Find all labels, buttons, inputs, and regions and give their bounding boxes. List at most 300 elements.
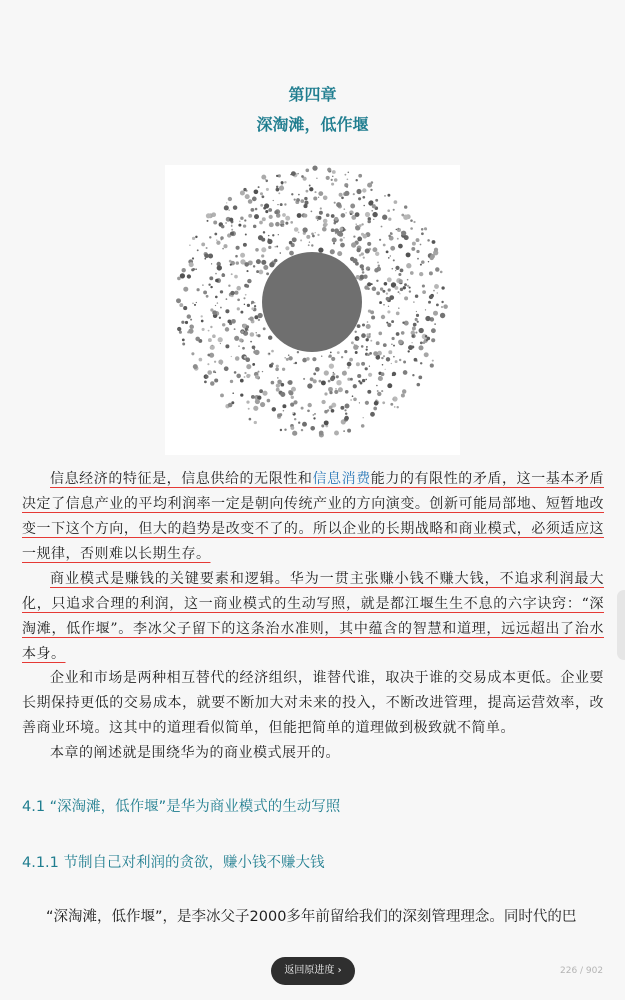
decorative-dot xyxy=(416,311,417,312)
decorative-dot xyxy=(246,325,249,328)
decorative-dot xyxy=(373,351,378,356)
decorative-dot xyxy=(422,284,425,287)
decorative-dot xyxy=(344,409,346,411)
decorative-dot xyxy=(251,303,252,304)
decorative-dot xyxy=(324,392,327,395)
decorative-dot xyxy=(253,265,255,267)
decorative-dot xyxy=(309,187,313,191)
decorative-dot xyxy=(261,254,264,257)
decorative-dot xyxy=(225,327,229,331)
decorative-dot xyxy=(304,197,307,200)
decorative-dot xyxy=(284,357,286,359)
decorative-dot xyxy=(266,188,269,191)
decorative-dot xyxy=(205,375,208,378)
decorative-dot xyxy=(189,262,194,267)
decorative-dot xyxy=(401,331,405,335)
decorative-dot xyxy=(218,337,223,342)
decorative-dot xyxy=(342,371,347,376)
decorative-dot xyxy=(291,387,296,392)
decorative-dot xyxy=(219,317,221,319)
decorative-dot xyxy=(325,223,328,226)
decorative-dot xyxy=(263,327,266,330)
decorative-dot xyxy=(248,408,250,410)
decorative-dot xyxy=(399,359,401,361)
decorative-dot xyxy=(343,237,345,239)
decorative-dot xyxy=(392,398,394,400)
decorative-dot xyxy=(365,367,368,370)
decorative-dot xyxy=(356,248,360,252)
decorative-dot xyxy=(343,430,345,432)
decorative-dot xyxy=(192,302,194,304)
decorative-dot xyxy=(240,379,244,383)
decorative-dot xyxy=(413,323,417,327)
decorative-dot xyxy=(258,186,260,188)
decorative-dot xyxy=(371,181,374,184)
decorative-dot xyxy=(306,169,310,173)
decorative-dot xyxy=(392,268,394,270)
decorative-dot xyxy=(321,400,325,404)
decorative-dot xyxy=(406,263,411,268)
decorative-dot xyxy=(217,265,222,270)
decorative-dot xyxy=(260,204,263,207)
decorative-dot xyxy=(237,298,240,301)
decorative-dot xyxy=(239,221,241,223)
decorative-dot xyxy=(320,207,322,209)
decorative-dot xyxy=(318,191,323,196)
decorative-dot xyxy=(331,179,333,181)
decorative-dot xyxy=(201,242,205,246)
decorative-dot xyxy=(382,401,385,404)
decorative-dot xyxy=(356,179,358,181)
decorative-dot xyxy=(313,379,317,383)
decorative-dot xyxy=(230,232,234,236)
decorative-dot xyxy=(420,362,422,364)
return-to-progress-button[interactable]: 返回原进度 › xyxy=(271,957,355,985)
paragraph-1-text-b: 能力的有限性的矛盾，这一基本矛盾决定了信息产业的平均利润率一定是朝向传统产业的方向演变。创新可能局部地、短暂地改变一下这个方向，但大的趋势是改变不了的。所以企业的长期战略和商业模式，必须适应这一规律，否则难以长期生存。 xyxy=(22,471,605,562)
decorative-dot xyxy=(372,212,377,217)
decorative-dot xyxy=(230,380,233,383)
decorative-dot xyxy=(386,251,389,254)
decorative-dot xyxy=(415,294,418,297)
decorative-dot xyxy=(277,377,279,379)
decorative-dot xyxy=(268,353,269,354)
decorative-dot xyxy=(272,407,276,411)
decorative-dot xyxy=(218,360,223,365)
decorative-dot xyxy=(430,256,434,260)
decorative-dot xyxy=(236,261,239,264)
decorative-dot xyxy=(285,246,289,250)
decorative-dot xyxy=(398,244,403,249)
decorative-dot xyxy=(220,236,224,240)
decorative-dot xyxy=(365,379,367,381)
decorative-dot xyxy=(301,407,304,410)
decorative-dot xyxy=(239,338,243,342)
decorative-dot xyxy=(355,212,360,217)
decorative-dot xyxy=(366,346,368,348)
decorative-dot xyxy=(187,274,191,278)
decorative-dot xyxy=(344,174,346,176)
decorative-dot xyxy=(185,321,188,324)
decorative-dot xyxy=(215,372,216,373)
decorative-dot xyxy=(373,219,374,220)
decorative-dot xyxy=(355,331,357,333)
decorative-dot xyxy=(247,304,250,307)
decorative-dot xyxy=(412,242,416,246)
decorative-dot xyxy=(221,225,225,229)
decorative-dot xyxy=(289,251,294,256)
decorative-dot xyxy=(300,239,302,241)
decorative-dot xyxy=(347,429,351,433)
decorative-dot xyxy=(374,268,379,273)
decorative-dot xyxy=(274,259,278,263)
decorative-dot xyxy=(408,345,413,350)
decorative-dot xyxy=(397,238,399,240)
decorative-dot xyxy=(240,216,243,219)
decorative-dot xyxy=(336,202,341,207)
decorative-dot xyxy=(223,244,227,248)
decorative-dot xyxy=(367,321,369,323)
decorative-dot xyxy=(368,373,372,377)
decorative-dot xyxy=(181,321,184,324)
decorative-dot xyxy=(298,422,300,424)
decorative-dot xyxy=(397,406,399,408)
decorative-dot xyxy=(289,241,293,245)
decorative-dot xyxy=(226,202,227,203)
decorative-dot xyxy=(403,361,406,364)
decorative-dot xyxy=(245,294,247,296)
decorative-dot xyxy=(370,184,372,186)
decorative-dot xyxy=(422,290,426,294)
decorative-dot xyxy=(204,253,209,258)
decorative-dot xyxy=(256,332,257,333)
decorative-dot xyxy=(324,370,329,375)
paragraph-5: “深淘滩，低作堰”，是李冰父子2000多年前留给我们的深刻管理理念。同时代的巴 xyxy=(46,909,577,925)
decorative-dot xyxy=(276,188,280,192)
decorative-dot xyxy=(210,286,212,288)
decorative-dot xyxy=(280,429,282,431)
decorative-dot xyxy=(220,393,224,397)
decorative-dot xyxy=(248,199,253,204)
decorative-dot xyxy=(191,352,194,355)
decorative-dot xyxy=(383,304,385,306)
decorative-dot xyxy=(434,248,438,252)
decorative-dot xyxy=(290,221,293,224)
decorative-dot xyxy=(254,305,256,307)
decorative-dot xyxy=(335,388,337,390)
decorative-dot xyxy=(330,377,335,382)
decorative-dot xyxy=(212,310,217,315)
decorative-dot xyxy=(440,271,443,274)
decorative-dot xyxy=(361,345,364,348)
decorative-dot xyxy=(243,243,247,247)
decorative-dot xyxy=(183,287,188,292)
decorative-dot xyxy=(261,260,266,265)
decorative-dot xyxy=(416,250,419,253)
decorative-dot xyxy=(269,222,274,227)
decorative-dot xyxy=(431,328,436,333)
decorative-dot xyxy=(419,272,423,276)
decorative-dot xyxy=(268,246,271,249)
decorative-dot xyxy=(367,242,371,246)
decorative-dot xyxy=(254,421,257,424)
decorative-dot xyxy=(310,426,315,431)
decorative-dot xyxy=(409,290,411,292)
decorative-dot xyxy=(329,363,334,368)
decorative-dot xyxy=(274,246,276,248)
decorative-dot xyxy=(349,358,353,362)
decorative-dot xyxy=(430,364,434,368)
decorative-dot xyxy=(280,252,282,254)
decorative-dot xyxy=(329,391,332,394)
decorative-dot xyxy=(437,292,438,293)
decorative-dot xyxy=(400,288,403,291)
decorative-dot xyxy=(220,343,221,344)
decorative-dot xyxy=(250,341,252,343)
decorative-dot xyxy=(214,378,218,382)
decorative-dot xyxy=(393,209,395,211)
decorative-dot xyxy=(375,252,379,256)
decorative-dot xyxy=(234,291,238,295)
decorative-dot xyxy=(291,193,293,195)
decorative-dot xyxy=(336,232,338,234)
decorative-dot xyxy=(402,322,404,324)
decorative-dot xyxy=(244,356,247,359)
decorative-dot xyxy=(359,224,362,227)
decorative-dot xyxy=(428,261,429,262)
decorative-dot xyxy=(216,241,220,245)
decorative-dot xyxy=(292,431,297,436)
decorative-dot xyxy=(297,213,302,218)
decorative-dot xyxy=(196,302,197,303)
decorative-dot xyxy=(255,208,258,211)
decorative-dot xyxy=(414,358,418,362)
decorative-dot xyxy=(410,219,413,222)
decorative-dot xyxy=(202,284,204,286)
decorative-dot xyxy=(344,208,346,210)
decorative-dot xyxy=(337,251,342,256)
decorative-dot xyxy=(387,194,390,197)
decorative-dot xyxy=(176,298,181,303)
decorative-dot xyxy=(418,345,423,350)
decorative-dot xyxy=(229,218,233,222)
decorative-dot xyxy=(409,287,411,289)
decorative-dot xyxy=(379,239,381,241)
decorative-dot xyxy=(372,247,377,252)
decorative-dot xyxy=(415,332,417,334)
side-edge-handle[interactable] xyxy=(617,590,625,660)
decorative-dot xyxy=(240,393,243,396)
decorative-dot xyxy=(199,358,203,362)
decorative-dot xyxy=(259,221,263,225)
decorative-dot xyxy=(246,400,249,403)
decorative-dot xyxy=(363,275,367,279)
decorative-dot xyxy=(404,205,407,208)
decorative-dot xyxy=(363,205,365,207)
decorative-dot xyxy=(202,328,205,331)
paragraph-1 xyxy=(22,467,604,567)
decorative-dot xyxy=(195,337,200,342)
decorative-dot xyxy=(244,219,246,221)
decorative-dot xyxy=(391,320,394,323)
decorative-dot xyxy=(425,309,426,310)
decorative-dot xyxy=(281,184,282,185)
decorative-dot xyxy=(282,404,286,408)
decorative-dot xyxy=(399,293,400,294)
decorative-dot xyxy=(246,374,250,378)
decorative-dot xyxy=(261,175,266,180)
chapter-number: 第四章 xyxy=(288,85,337,104)
decorative-dot xyxy=(400,269,404,273)
decorative-dot xyxy=(293,363,295,365)
decorative-dot xyxy=(251,395,255,399)
decorative-dot xyxy=(382,290,385,293)
decorative-dot xyxy=(216,239,217,240)
decorative-dot xyxy=(187,314,191,318)
decorative-dot xyxy=(206,213,211,218)
decorative-dot xyxy=(332,373,335,376)
decorative-dot xyxy=(339,193,343,197)
decorative-dot xyxy=(381,226,383,228)
decorative-dot xyxy=(352,395,354,397)
decorative-dot xyxy=(332,176,333,177)
decorative-dot xyxy=(387,323,391,327)
decorative-dot xyxy=(296,433,297,434)
decorative-dot xyxy=(386,292,388,294)
decorative-dot xyxy=(361,424,365,428)
decorative-dot xyxy=(249,317,254,322)
decorative-dot xyxy=(327,409,329,411)
decorative-dot xyxy=(355,351,358,354)
decorative-dot xyxy=(362,271,365,274)
decorative-dot xyxy=(412,374,414,376)
decorative-dot xyxy=(385,369,386,370)
decorative-dot xyxy=(330,249,335,254)
decorative-dot xyxy=(193,364,198,369)
decorative-dot xyxy=(351,341,354,344)
decorative-dot xyxy=(265,210,268,213)
decorative-dot xyxy=(288,380,293,385)
decorative-dot xyxy=(401,393,405,397)
decorative-dot xyxy=(266,272,269,275)
decorative-dot xyxy=(212,345,213,346)
decorative-dot xyxy=(231,229,233,231)
decorative-dot xyxy=(386,297,390,301)
decorative-dot xyxy=(259,389,263,393)
decorative-dot xyxy=(238,345,239,346)
decorative-dot xyxy=(394,286,398,290)
decorative-dot xyxy=(309,241,310,242)
decorative-dot xyxy=(358,174,362,178)
decorative-dot xyxy=(306,235,310,239)
decorative-dot xyxy=(277,204,278,205)
decorative-dot xyxy=(182,268,186,272)
decorative-dot xyxy=(396,312,400,316)
decorative-dot xyxy=(192,268,195,271)
decorative-dot xyxy=(197,249,199,251)
decorative-dot xyxy=(228,209,230,211)
decorative-dot xyxy=(230,264,232,266)
decorative-dot xyxy=(315,232,316,233)
decorative-dot xyxy=(280,392,285,397)
decorative-dot xyxy=(356,275,360,279)
decorative-dot xyxy=(280,220,284,224)
decorative-dot xyxy=(314,413,316,415)
decorative-dot xyxy=(240,253,245,258)
decorative-dot xyxy=(404,283,407,286)
decorative-dot xyxy=(284,429,286,431)
decorative-dot xyxy=(306,190,309,193)
decorative-dot xyxy=(421,228,424,231)
decorative-dot xyxy=(389,295,394,300)
decorative-dot xyxy=(312,414,314,416)
decorative-dot xyxy=(268,208,272,212)
decorative-dot xyxy=(210,381,214,385)
decorative-dot xyxy=(318,380,321,383)
decorative-dot xyxy=(356,362,360,366)
decorative-dot xyxy=(362,323,365,326)
decorative-dot xyxy=(368,201,373,206)
decorative-dot xyxy=(412,335,414,337)
decorative-dot xyxy=(230,291,234,295)
decorative-dot xyxy=(182,343,185,346)
decorative-dot xyxy=(331,214,335,218)
decorative-dot xyxy=(255,375,259,379)
decorative-dot xyxy=(183,306,187,310)
decorative-dot xyxy=(363,257,365,259)
decorative-dot xyxy=(427,239,430,242)
decorative-dot xyxy=(263,231,265,233)
decorative-dot xyxy=(284,181,287,184)
decorative-dot xyxy=(424,227,427,230)
decorative-dot xyxy=(313,417,315,419)
decorative-dot xyxy=(190,319,192,321)
decorative-dot xyxy=(435,267,439,271)
decorative-dot xyxy=(215,273,217,275)
decorative-dot xyxy=(388,350,392,354)
decorative-dot xyxy=(244,262,249,267)
decorative-dot xyxy=(236,286,241,291)
decorative-dot xyxy=(357,374,361,378)
decorative-dot xyxy=(231,273,233,275)
decorative-dot xyxy=(195,268,197,270)
decorative-dot xyxy=(345,212,346,213)
decorative-dot xyxy=(328,356,330,358)
decorative-dot xyxy=(376,341,380,345)
decorative-dot xyxy=(255,248,259,252)
decorative-dot xyxy=(386,322,388,324)
decorative-dot xyxy=(244,372,246,374)
decorative-dot xyxy=(425,335,428,338)
decorative-dot xyxy=(441,301,443,303)
decorative-dot xyxy=(353,345,358,350)
decorative-dot xyxy=(374,401,379,406)
decorative-dot xyxy=(363,417,364,418)
decorative-dot xyxy=(366,338,369,341)
decorative-dot xyxy=(384,195,386,197)
decorative-dot xyxy=(308,403,312,407)
decorative-dot xyxy=(344,183,348,187)
decorative-dot xyxy=(395,266,399,270)
decorative-dot xyxy=(207,370,212,375)
decorative-dot xyxy=(333,242,335,244)
info-consumption-link[interactable]: 信息消费 xyxy=(312,471,371,487)
decorative-dot xyxy=(294,199,296,201)
decorative-dot xyxy=(321,424,324,427)
decorative-dot xyxy=(214,361,216,363)
decorative-dot xyxy=(222,248,224,250)
decorative-dot xyxy=(381,315,385,319)
decorative-dot xyxy=(210,326,212,328)
